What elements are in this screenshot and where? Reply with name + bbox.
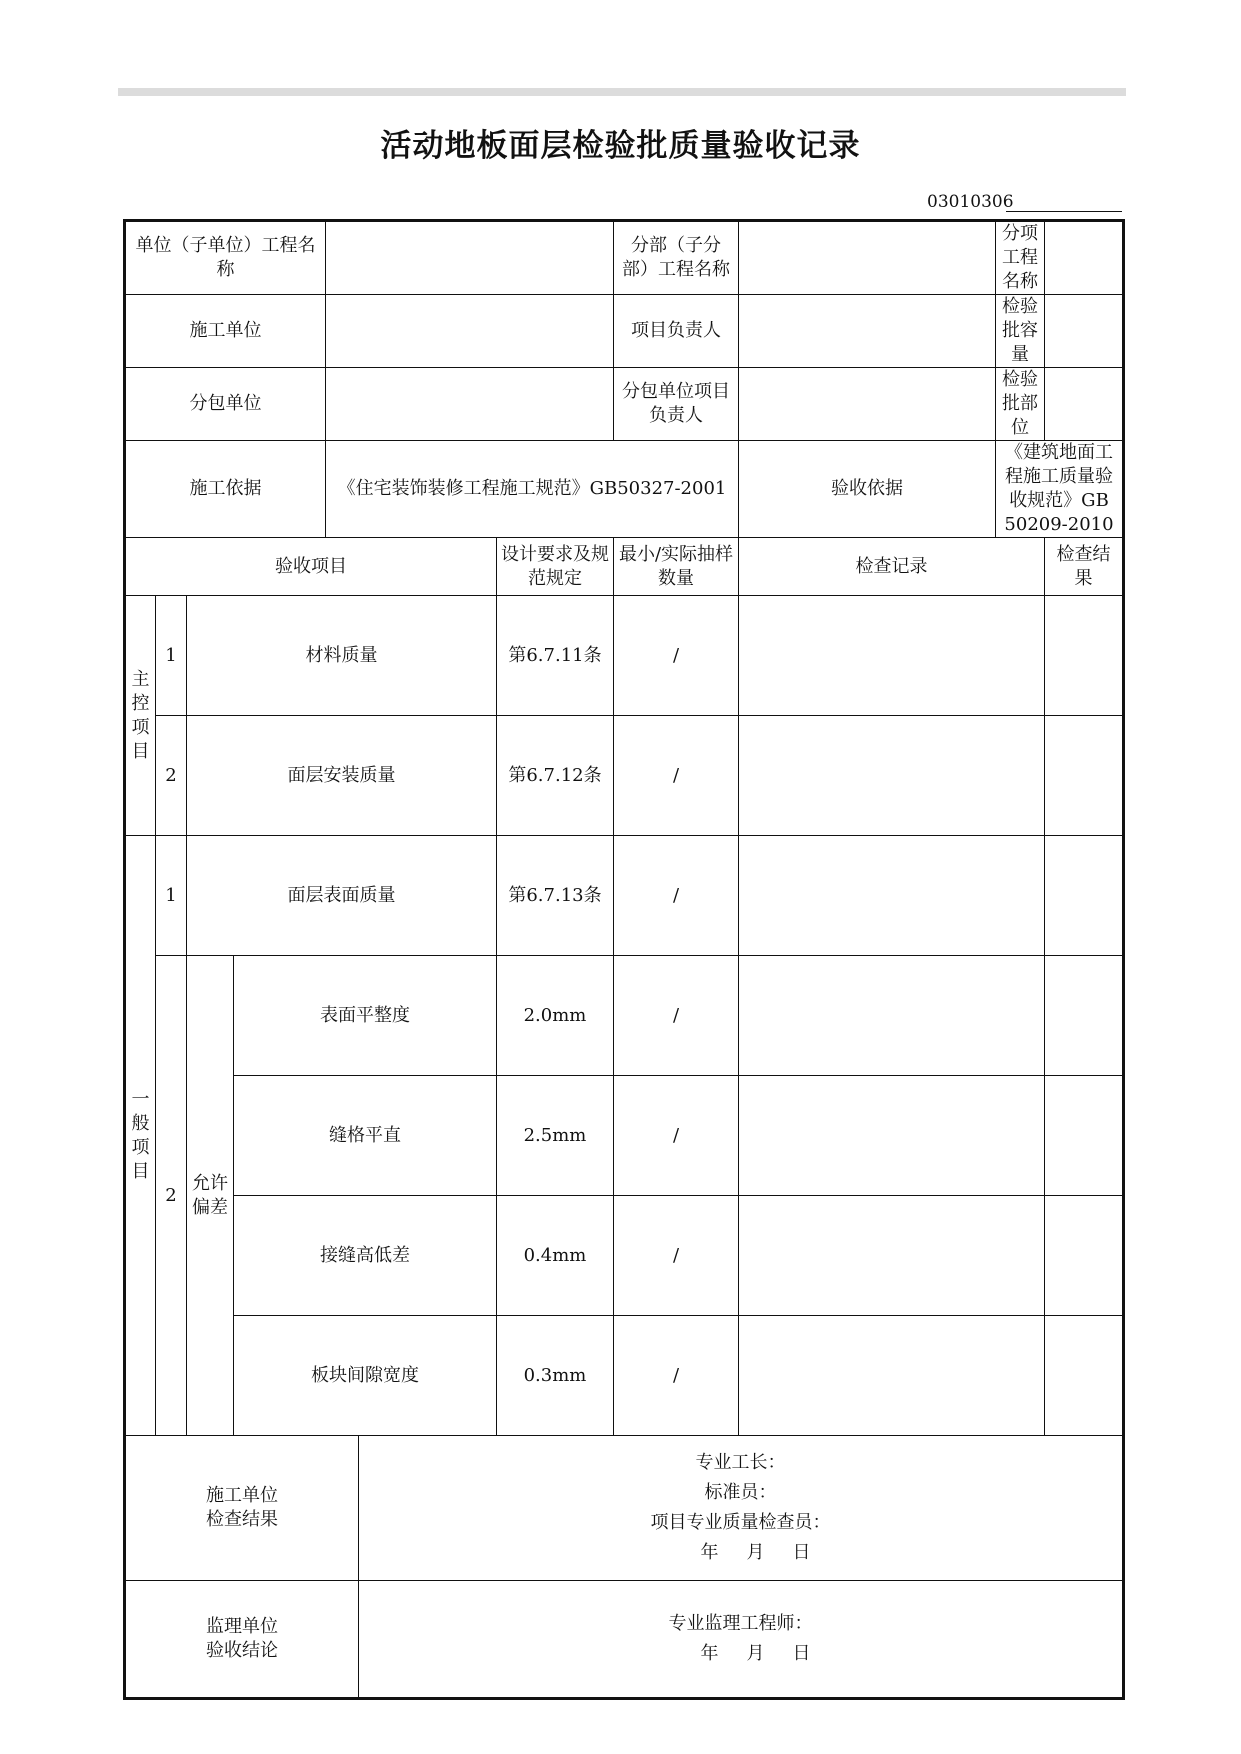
project-manager-label: 项目负责人 xyxy=(614,295,739,368)
tolerance-result[interactable] xyxy=(1045,1316,1124,1436)
batch-location-value[interactable] xyxy=(1045,368,1124,441)
item-sample: / xyxy=(614,836,739,956)
tolerance-sample: / xyxy=(614,1196,739,1316)
main-row-2 xyxy=(125,716,1124,836)
item-record[interactable] xyxy=(739,596,1045,716)
construction-basis-label: 施工依据 xyxy=(125,441,326,538)
item-result[interactable] xyxy=(1045,596,1124,716)
year-label: 年 xyxy=(700,1643,719,1664)
header-row-2 xyxy=(125,295,1124,368)
subcontractor-value[interactable] xyxy=(326,368,614,441)
contractor-value[interactable] xyxy=(326,295,614,368)
item-no: 2 xyxy=(156,956,187,1436)
day-label: 日 xyxy=(792,1542,811,1563)
header-row-1 xyxy=(125,221,1124,295)
item-requirement: 第6.7.12条 xyxy=(497,716,614,836)
month-label: 月 xyxy=(746,1542,765,1563)
contractor-label: 施工单位 xyxy=(125,295,326,368)
tolerance-label: 允许偏差 xyxy=(187,956,234,1436)
main-control-label: 主控项目 xyxy=(125,596,156,836)
contractor-check-label: 施工单位检查结果 xyxy=(125,1436,359,1581)
tolerance-result[interactable] xyxy=(1045,1076,1124,1196)
item-record[interactable] xyxy=(739,716,1045,836)
col-item: 验收项目 xyxy=(125,538,497,596)
year-label: 年 xyxy=(700,1542,719,1563)
division-value[interactable] xyxy=(739,221,996,295)
tolerance-requirement: 0.4mm xyxy=(497,1196,614,1316)
item-name: 面层表面质量 xyxy=(187,836,497,956)
inspection-form-table xyxy=(123,219,1125,1700)
tolerance-name: 表面平整度 xyxy=(234,956,497,1076)
col-result: 检查结果 xyxy=(1045,538,1124,596)
col-sample: 最小/实际抽样数量 xyxy=(614,538,739,596)
tolerance-row xyxy=(125,1196,1124,1316)
construction-basis-value: 《住宅装饰装修工程施工规范》GB50327-2001 xyxy=(326,441,739,538)
tolerance-name: 缝格平直 xyxy=(234,1076,497,1196)
sub-manager-value[interactable] xyxy=(739,368,996,441)
tolerance-result[interactable] xyxy=(1045,956,1124,1076)
project-manager-value[interactable] xyxy=(739,295,996,368)
foreman-label: 专业工长： xyxy=(695,1452,786,1473)
item-no: 1 xyxy=(156,596,187,716)
batch-location-label: 检验批部位 xyxy=(996,368,1045,441)
contractor-signature-area[interactable] xyxy=(359,1436,1124,1581)
supervisor-date xyxy=(363,1639,1120,1669)
form-code-underline xyxy=(1006,211,1122,212)
item-result[interactable] xyxy=(1045,716,1124,836)
general-label: 一般项目 xyxy=(125,836,156,1436)
item-result[interactable] xyxy=(1045,836,1124,956)
item-requirement: 第6.7.11条 xyxy=(497,596,614,716)
main-row-1 xyxy=(125,596,1124,716)
unit-project-value[interactable] xyxy=(326,221,614,295)
item-no: 1 xyxy=(156,836,187,956)
batch-capacity-label: 检验批容量 xyxy=(996,295,1045,368)
item-sample: / xyxy=(614,716,739,836)
division-label: 分部（子分部）工程名称 xyxy=(614,221,739,295)
sub-manager-label: 分包单位项目负责人 xyxy=(614,368,739,441)
supervising-engineer-label: 专业监理工程师： xyxy=(668,1613,813,1634)
tolerance-sample: / xyxy=(614,956,739,1076)
tolerance-row xyxy=(125,956,1124,1076)
supervisor-check-label: 监理单位验收结论 xyxy=(125,1581,359,1699)
tolerance-sample: / xyxy=(614,1316,739,1436)
form-code: 03010306 xyxy=(927,192,1014,212)
tolerance-requirement: 2.5mm xyxy=(497,1076,614,1196)
contractor-check-row xyxy=(125,1436,1124,1581)
col-record: 检查记录 xyxy=(739,538,1045,596)
tolerance-name: 板块间隙宽度 xyxy=(234,1316,497,1436)
standard-officer-label: 标准员： xyxy=(704,1482,777,1503)
unit-project-label: 单位（子单位）工程名称 xyxy=(125,221,326,295)
item-name: 面层安装质量 xyxy=(187,716,497,836)
top-rule xyxy=(118,88,1126,96)
general-row-1 xyxy=(125,836,1124,956)
col-design: 设计要求及规范规定 xyxy=(497,538,614,596)
tolerance-record[interactable] xyxy=(739,1076,1045,1196)
acceptance-basis-label: 验收依据 xyxy=(739,441,996,538)
subitem-label: 分项工程名称 xyxy=(996,221,1045,295)
tolerance-record[interactable] xyxy=(739,956,1045,1076)
tolerance-requirement: 0.3mm xyxy=(497,1316,614,1436)
tolerance-sample: / xyxy=(614,1076,739,1196)
tolerance-row xyxy=(125,1316,1124,1436)
day-label: 日 xyxy=(792,1643,811,1664)
supervisor-check-row xyxy=(125,1581,1124,1699)
tolerance-name: 接缝高低差 xyxy=(234,1196,497,1316)
subitem-value[interactable] xyxy=(1045,221,1124,295)
supervisor-signature-area[interactable] xyxy=(359,1581,1124,1699)
quality-inspector-label: 项目专业质量检查员： xyxy=(650,1512,831,1533)
acceptance-basis-value: 《建筑地面工程施工质量验收规范》GB 50209-2010 xyxy=(996,441,1124,538)
tolerance-row xyxy=(125,1076,1124,1196)
batch-capacity-value[interactable] xyxy=(1045,295,1124,368)
header-row-4 xyxy=(125,441,1124,538)
item-record[interactable] xyxy=(739,836,1045,956)
item-no: 2 xyxy=(156,716,187,836)
tolerance-record[interactable] xyxy=(739,1196,1045,1316)
tolerance-requirement: 2.0mm xyxy=(497,956,614,1076)
header-row-3 xyxy=(125,368,1124,441)
page-title: 活动地板面层检验批质量验收记录 xyxy=(380,128,861,164)
item-requirement: 第6.7.13条 xyxy=(497,836,614,956)
contractor-date xyxy=(363,1538,1120,1568)
tolerance-record[interactable] xyxy=(739,1316,1045,1436)
tolerance-result[interactable] xyxy=(1045,1196,1124,1316)
subcontractor-label: 分包单位 xyxy=(125,368,326,441)
item-sample: / xyxy=(614,596,739,716)
column-header-row xyxy=(125,538,1124,596)
item-name: 材料质量 xyxy=(187,596,497,716)
month-label: 月 xyxy=(746,1643,765,1664)
